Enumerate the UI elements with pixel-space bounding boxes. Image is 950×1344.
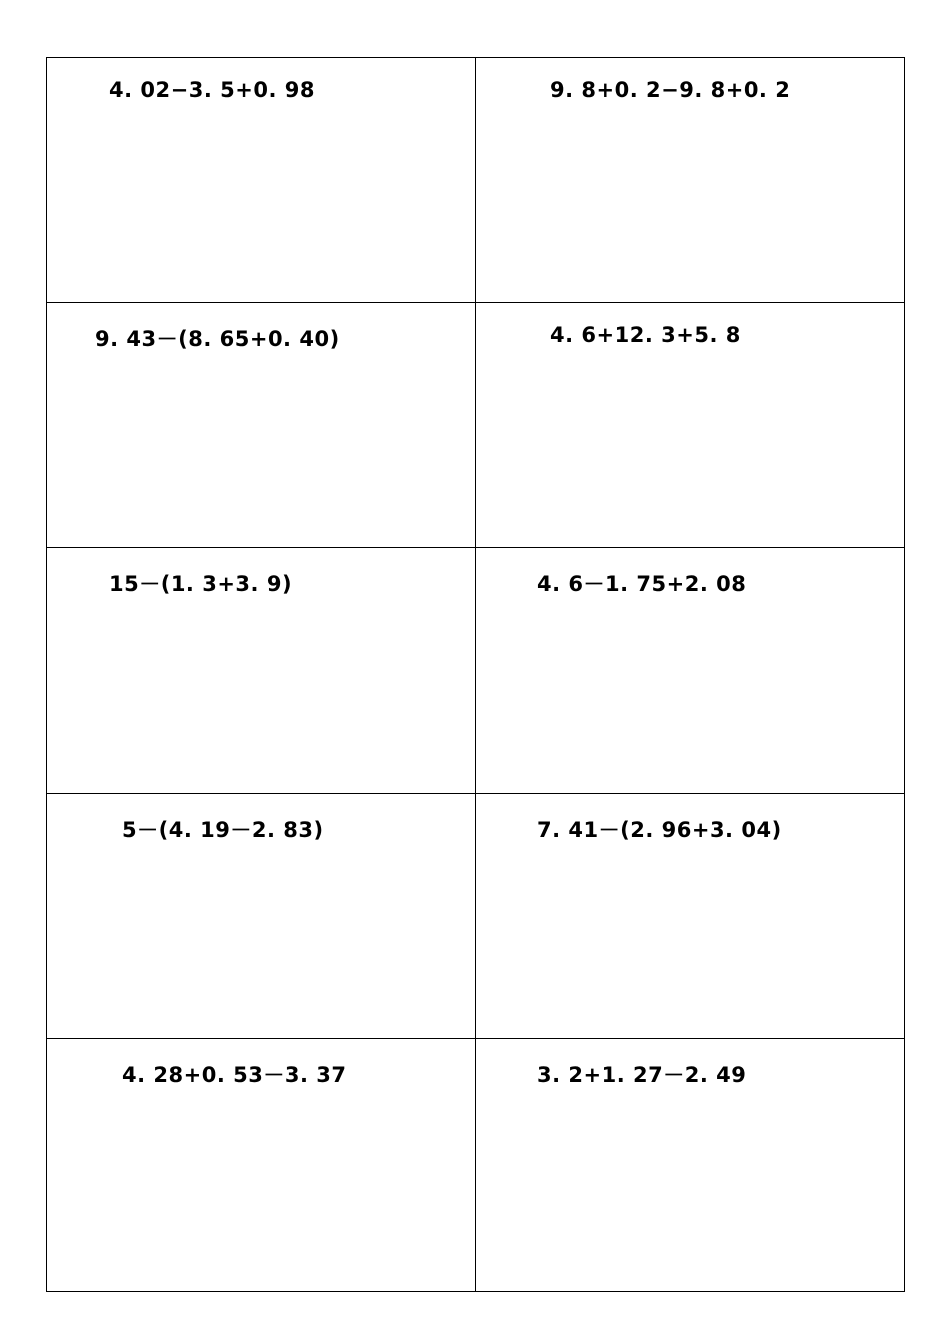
answer-box[interactable]	[476, 548, 905, 793]
problem-row	[47, 303, 905, 548]
problem-grid	[46, 57, 905, 1292]
answer-box[interactable]	[47, 1038, 476, 1291]
answer-box[interactable]	[47, 548, 476, 793]
problem-expression: 15－(1. 3+3. 9)	[109, 572, 293, 597]
problem-row	[47, 1038, 905, 1291]
answer-box[interactable]	[47, 303, 476, 548]
problem-expression: 9. 8+0. 2−9. 8+0. 2	[550, 78, 791, 102]
problem-row	[47, 548, 905, 793]
problem-expression: 5－(4. 19－2. 83)	[122, 817, 324, 842]
problem-expression: 3. 2+1. 27－2. 49	[537, 1062, 747, 1087]
answer-box[interactable]	[476, 1038, 905, 1291]
answer-box[interactable]	[476, 793, 905, 1038]
answer-box[interactable]	[47, 793, 476, 1038]
problem-expression: 9. 43－(8. 65+0. 40)	[95, 327, 340, 352]
problem-row	[47, 793, 905, 1038]
problem-row	[47, 58, 905, 303]
problem-expression: 4. 6+12. 3+5. 8	[550, 323, 741, 348]
problem-expression: 7. 41－(2. 96+3. 04)	[537, 817, 782, 842]
answer-box[interactable]	[476, 58, 905, 303]
answer-box[interactable]	[476, 303, 905, 548]
problem-expression: 4. 28+0. 53－3. 37	[122, 1062, 347, 1087]
problem-expression: 4. 02−3. 5+0. 98	[109, 78, 315, 102]
answer-box[interactable]	[47, 58, 476, 303]
problem-expression: 4. 6－1. 75+2. 08	[537, 572, 747, 597]
